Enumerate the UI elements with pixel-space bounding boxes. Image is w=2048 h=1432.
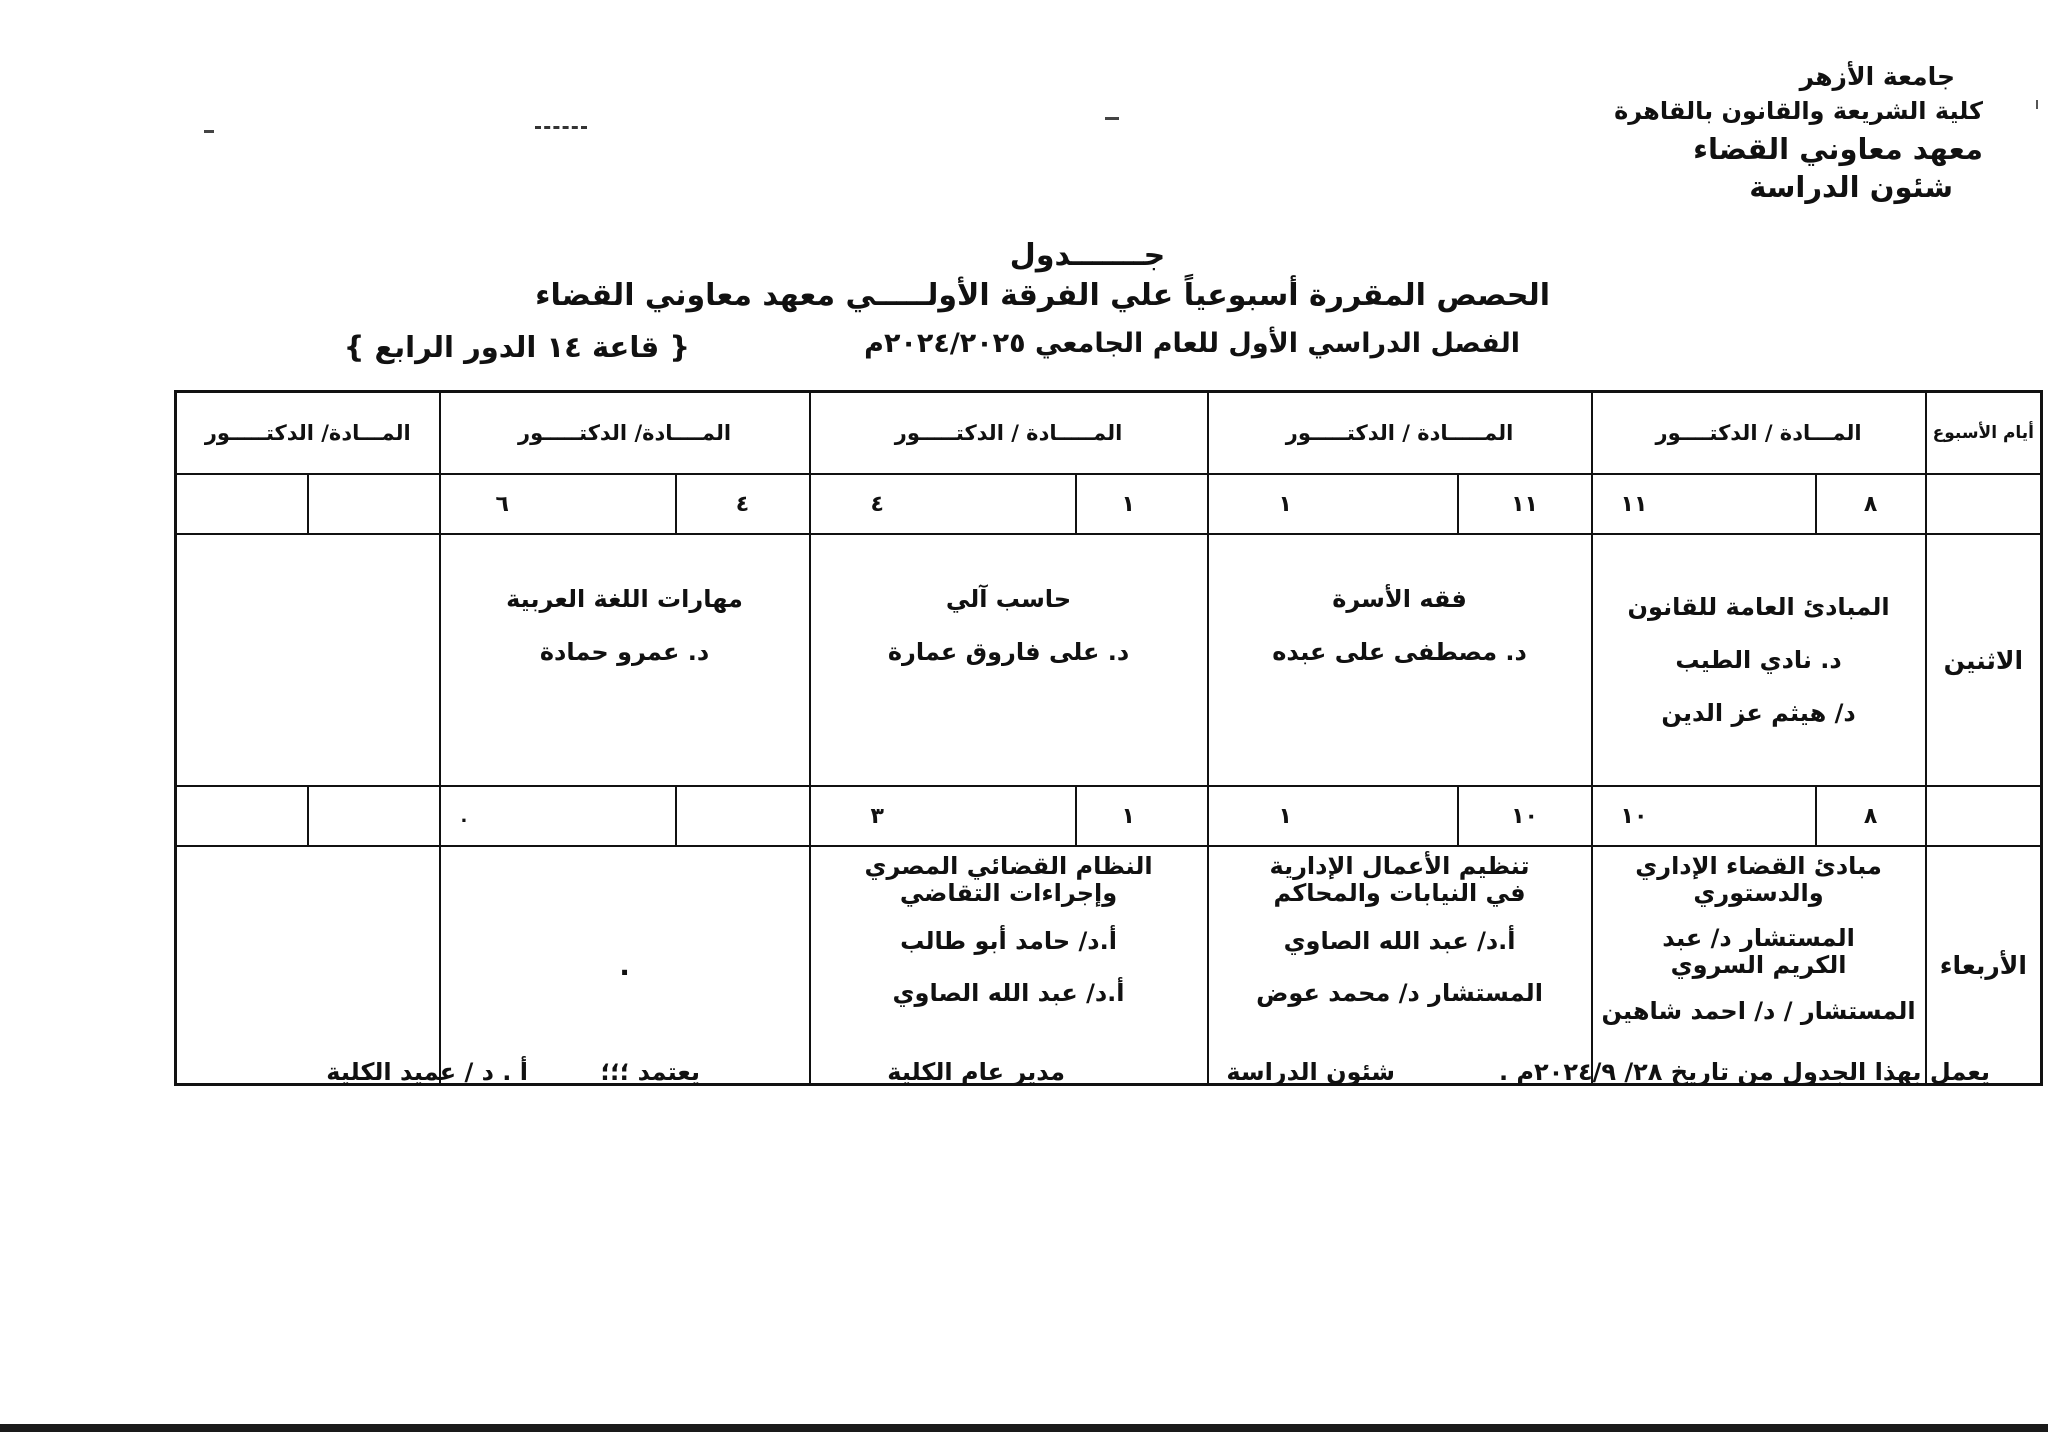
- table-cell: [1926, 474, 2042, 534]
- schedule-subtitle: الحصص المقررة أسبوعياً علي الفرقة الأولـــــي معهد معاوني القضاء: [535, 278, 1550, 313]
- subject-name: حاسب آلي: [945, 585, 1072, 613]
- dean-signature: أ . د / عميد الكلية: [326, 1058, 528, 1086]
- subject-name: النظام القضائي المصري وإجراءات التقاضي: [864, 852, 1153, 907]
- number-cell: ٤: [676, 474, 810, 534]
- day-header: أيام الأسبوع: [1926, 392, 2042, 475]
- instructor-name: المستشار د/ محمد عوض: [1256, 979, 1543, 1007]
- approved-label: يعتمد ؛؛؛: [600, 1058, 700, 1086]
- placeholder-dot: .: [619, 948, 630, 982]
- number-cell: ٨: [1816, 474, 1926, 534]
- number-cell: [176, 786, 308, 846]
- instructor-name: المستشار د/ عبد الكريم السروي: [1662, 924, 1855, 979]
- instructor-name: د. مصطفى على عبده: [1272, 638, 1527, 666]
- instructor-name: أ.د/ حامد أبو طالب: [900, 927, 1117, 955]
- institute-name: معهد معاوني القضاء: [1693, 132, 1983, 166]
- numbers-row: [176, 474, 2042, 534]
- number-cell: ٤: [810, 474, 1076, 534]
- column-header: المــــادة/ الدكتـــــور: [440, 392, 810, 475]
- day-label: الأربعاء: [1926, 846, 2042, 1085]
- class-slot: [440, 534, 810, 786]
- class-slot-empty: [176, 846, 440, 1085]
- room-location: { قاعة ١٤ الدور الرابع }: [343, 330, 690, 364]
- number-cell: [308, 474, 440, 534]
- class-slot: [1208, 534, 1592, 786]
- subject-name: المبادئ العامة للقانون: [1627, 592, 1890, 621]
- scan-mark: [2036, 100, 2038, 109]
- scan-mark: [1105, 117, 1119, 120]
- studies-signature: شئون الدراسة: [1226, 1058, 1395, 1086]
- number-cell: ٨: [1816, 786, 1926, 846]
- class-slot-empty: [176, 534, 440, 786]
- number-cell: ١: [1076, 786, 1208, 846]
- subject-name: فقه الأسرة: [1332, 585, 1467, 613]
- schedule-title: جـــــــدول: [1009, 238, 1166, 273]
- number-cell: ١١: [1458, 474, 1592, 534]
- number-cell: ١١: [1592, 474, 1816, 534]
- scan-mark: [204, 130, 214, 133]
- column-header: المـــادة/ الدكتـــــور: [176, 392, 440, 475]
- number-cell: ١: [1208, 786, 1458, 846]
- class-slot: [810, 534, 1208, 786]
- scan-mark: [535, 126, 587, 129]
- class-slot: [1592, 534, 1926, 786]
- class-slot: [1592, 846, 1926, 1085]
- number-cell: ١: [1076, 474, 1208, 534]
- subject-name: تنظيم الأعمال الإدارية في النيابات والمحاكم: [1269, 852, 1530, 907]
- numbers-row: [176, 786, 2042, 846]
- department-name: شئون الدراسة: [1749, 170, 1953, 204]
- university-name: جامعة الأزهر: [1799, 62, 1955, 91]
- day-row-monday: [176, 534, 2042, 786]
- subject-name: مهارات اللغة العربية: [506, 585, 743, 613]
- instructor-name: د/ هيثم عز الدين: [1661, 698, 1856, 727]
- class-slot: [1208, 846, 1592, 1085]
- faculty-name: كلية الشريعة والقانون بالقاهرة: [1614, 97, 1983, 125]
- day-label: الاثنين: [1926, 534, 2042, 786]
- number-cell: [676, 786, 810, 846]
- instructor-name: أ.د/ عبد الله الصاوي: [1283, 927, 1516, 955]
- instructor-name: د. نادي الطيب: [1675, 645, 1842, 674]
- column-header: المـــادة / الدكتــــور: [1592, 392, 1926, 475]
- table-header-row: [176, 392, 2042, 475]
- class-slot: [440, 846, 810, 1085]
- subject-name: مبادئ القضاء الإداري والدستوري: [1635, 852, 1882, 907]
- semester-line: الفصل الدراسي الأول للعام الجامعي ٢٠٢٤/٢٠٢٥م: [864, 328, 1520, 359]
- document-header: [1614, 60, 1983, 204]
- instructor-name: المستشار / د/ احمد شاهين: [1601, 997, 1916, 1025]
- effective-date: يعمل بهذا الجدول من تاريخ ٢٨/ ٢٠٢٤/٩م .: [1498, 1058, 1990, 1086]
- number-cell: [176, 474, 308, 534]
- schedule-table: [174, 390, 2043, 1086]
- number-cell: ٣: [810, 786, 1076, 846]
- instructor-name: د. عمرو حمادة: [539, 638, 710, 666]
- instructor-name: د. على فاروق عمارة: [887, 638, 1130, 666]
- number-cell: ١: [1208, 474, 1458, 534]
- number-cell: .: [440, 786, 676, 846]
- table-cell: [1926, 786, 2042, 846]
- director-signature: مدير عام الكلية: [887, 1058, 1065, 1086]
- class-slot: [810, 846, 1208, 1085]
- number-cell: ١٠: [1592, 786, 1816, 846]
- day-row-wednesday: [176, 846, 2042, 1085]
- column-header: المـــــادة / الدكتـــــور: [1208, 392, 1592, 475]
- column-header: المـــــادة / الدكتـــــور: [810, 392, 1208, 475]
- number-cell: ١٠: [1458, 786, 1592, 846]
- number-cell: ٦: [440, 474, 676, 534]
- number-cell: [308, 786, 440, 846]
- instructor-name: أ.د/ عبد الله الصاوي: [892, 979, 1125, 1007]
- scan-edge: [0, 1424, 2048, 1432]
